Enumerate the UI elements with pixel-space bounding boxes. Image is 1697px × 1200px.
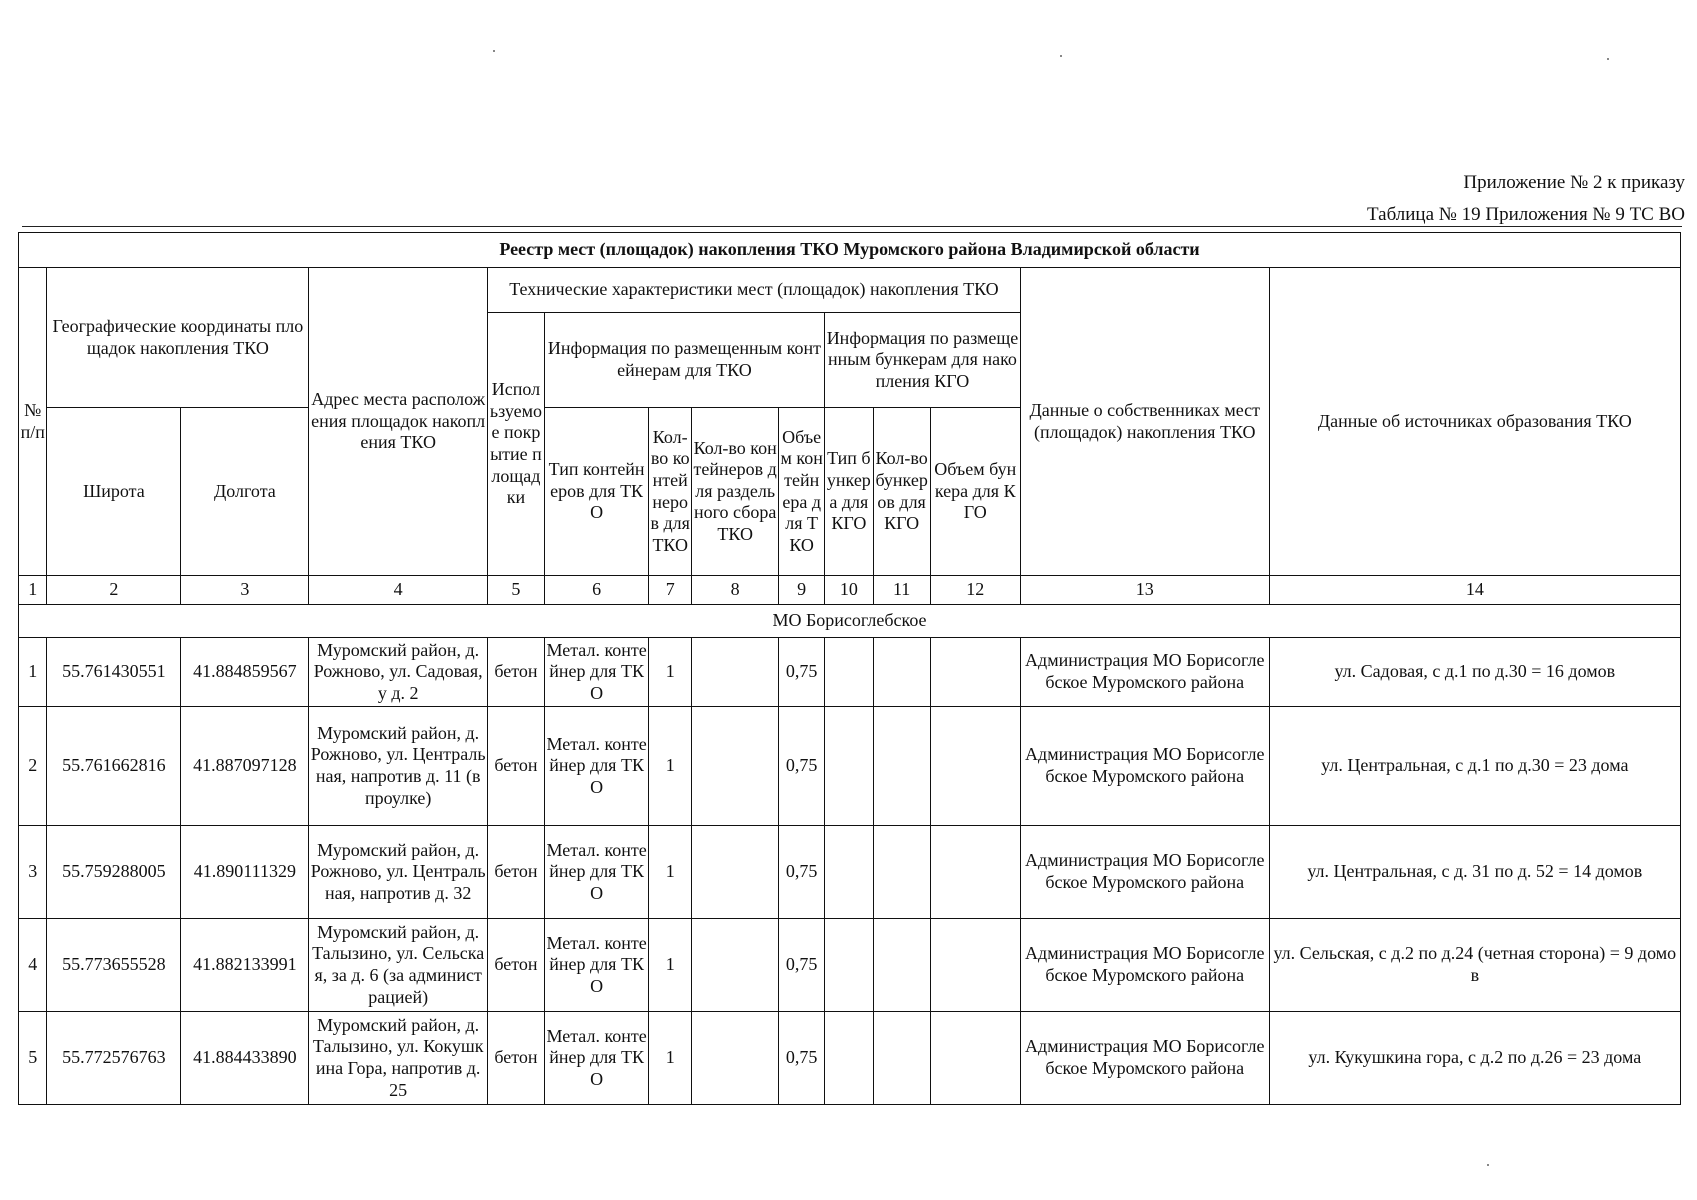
cell-surface: бетон	[488, 919, 545, 1012]
cell-num: 2	[19, 707, 47, 826]
cell-container-vol: 0,75	[779, 707, 825, 826]
cell-sep-count	[692, 919, 779, 1012]
cell-bunker-count	[873, 919, 930, 1012]
appendix-line: Приложение № 2 к приказу	[1463, 172, 1685, 193]
col-header-sep-count: Кол-во контейнеров для раздельного сбора ТКО	[692, 408, 779, 576]
cell-surface: бетон	[488, 707, 545, 826]
cell-lat: 55.759288005	[47, 826, 181, 919]
cell-lat: 55.772576763	[47, 1012, 181, 1105]
cell-container-vol: 0,75	[779, 638, 825, 707]
col-number: 4	[309, 576, 488, 605]
cell-lat: 55.773655528	[47, 919, 181, 1012]
cell-owner: Администрация МО Борисоглебское Муромского района	[1020, 638, 1269, 707]
col-number: 10	[825, 576, 874, 605]
cell-bunker-count	[873, 1012, 930, 1105]
col-header-lat: Широта	[47, 408, 181, 576]
table-row	[19, 638, 1681, 707]
cell-bunker-vol	[930, 826, 1020, 919]
cell-address: Муромский район, д. Рожново, ул. Садовая, у д. 2	[309, 638, 488, 707]
cell-container-count: 1	[649, 1012, 692, 1105]
cell-bunker-count	[873, 826, 930, 919]
cell-num: 1	[19, 638, 47, 707]
cell-container-type: Метал. контейнер для ТКО	[544, 707, 649, 826]
cell-owner: Администрация МО Борисоглебское Муромского района	[1020, 1012, 1269, 1105]
col-number: 5	[488, 576, 545, 605]
table-row	[19, 1012, 1681, 1105]
col-header-container-type: Тип контейнеров для ТКО	[544, 408, 649, 576]
cell-surface: бетон	[488, 638, 545, 707]
scan-speck	[1487, 1164, 1489, 1166]
cell-address: Муромский район, д. Рожново, ул. Центральная, напротив д. 32	[309, 826, 488, 919]
cell-address: Муромский район, д. Талызино, ул. Кокушкина Гора, напротив д. 25	[309, 1012, 488, 1105]
col-header-surface: Используемое покрытие площадки	[488, 313, 545, 576]
cell-lat: 55.761662816	[47, 707, 181, 826]
cell-bunker-vol	[930, 707, 1020, 826]
col-header-num: № п/п	[19, 268, 47, 576]
section-title: МО Борисоглебское	[19, 605, 1681, 638]
column-number-row	[19, 576, 1681, 605]
col-number: 6	[544, 576, 649, 605]
cell-lon: 41.884859567	[181, 638, 309, 707]
cell-sep-count	[692, 707, 779, 826]
scan-speck	[1607, 58, 1609, 60]
table-row	[19, 826, 1681, 919]
cell-owner: Администрация МО Борисоглебское Муромского района	[1020, 707, 1269, 826]
col-header-geo: Географические координаты площадок накопления ТКО	[47, 268, 309, 408]
table-row	[19, 707, 1681, 826]
cell-container-count: 1	[649, 826, 692, 919]
registry-table	[18, 232, 1681, 1105]
cell-container-vol: 0,75	[779, 826, 825, 919]
cell-address: Муромский район, д. Талызино, ул. Сельская, за д. 6 (за администрацией)	[309, 919, 488, 1012]
cell-lat: 55.761430551	[47, 638, 181, 707]
cell-container-vol: 0,75	[779, 1012, 825, 1105]
scan-speck	[1060, 55, 1062, 57]
cell-source: ул. Кукушкина гора, с д.2 по д.26 = 23 дома	[1269, 1012, 1680, 1105]
cell-container-type: Метал. контейнер для ТКО	[544, 638, 649, 707]
cell-container-count: 1	[649, 638, 692, 707]
cell-container-type: Метал. контейнер для ТКО	[544, 826, 649, 919]
cell-bunker-type	[825, 826, 874, 919]
cell-bunker-type	[825, 1012, 874, 1105]
cell-bunker-vol	[930, 919, 1020, 1012]
cell-container-count: 1	[649, 707, 692, 826]
scan-speck	[493, 50, 495, 52]
cell-owner: Администрация МО Борисоглебское Муромского района	[1020, 826, 1269, 919]
table-row	[19, 919, 1681, 1012]
cell-source: ул. Центральная, с д. 31 по д. 52 = 14 домов	[1269, 826, 1680, 919]
col-number: 1	[19, 576, 47, 605]
cell-bunker-type	[825, 638, 874, 707]
cell-surface: бетон	[488, 826, 545, 919]
col-header-owners: Данные о собственниках мест (площадок) накопления ТКО	[1020, 268, 1269, 576]
cell-container-count: 1	[649, 919, 692, 1012]
col-number: 2	[47, 576, 181, 605]
cell-lon: 41.882133991	[181, 919, 309, 1012]
col-header-bunker-count: Кол-во бункеров для КГО	[873, 408, 930, 576]
col-header-container-vol: Объем контейнера для ТКО	[779, 408, 825, 576]
header-divider	[22, 226, 1682, 227]
cell-source: ул. Центральная, с д.1 по д.30 = 23 дома	[1269, 707, 1680, 826]
cell-lon: 41.890111329	[181, 826, 309, 919]
cell-num: 3	[19, 826, 47, 919]
cell-container-type: Метал. контейнер для ТКО	[544, 1012, 649, 1105]
col-header-sources: Данные об источниках образования ТКО	[1269, 268, 1680, 576]
col-header-bunker-vol: Объем бункера для КГО	[930, 408, 1020, 576]
col-header-address: Адрес места расположения площадок накопления ТКО	[309, 268, 488, 576]
cell-bunker-vol	[930, 1012, 1020, 1105]
cell-lon: 41.887097128	[181, 707, 309, 826]
cell-bunker-count	[873, 638, 930, 707]
cell-bunker-vol	[930, 638, 1020, 707]
col-header-bunkers: Информация по размещенным бункерам для накопления КГО	[825, 313, 1021, 408]
col-number: 7	[649, 576, 692, 605]
col-number: 11	[873, 576, 930, 605]
cell-sep-count	[692, 1012, 779, 1105]
col-header-container-count: Кол-во контейнеров для ТКО	[649, 408, 692, 576]
table-reference-line: Таблица № 19 Приложения № 9 ТС ВО	[1367, 204, 1685, 225]
cell-bunker-count	[873, 707, 930, 826]
col-header-bunker-type: Тип бункера для КГО	[825, 408, 874, 576]
cell-lon: 41.884433890	[181, 1012, 309, 1105]
cell-address: Муромский район, д. Рожново, ул. Центральная, напротив д. 11 (в проулке)	[309, 707, 488, 826]
cell-source: ул. Садовая, с д.1 по д.30 = 16 домов	[1269, 638, 1680, 707]
col-header-tech: Технические характеристики мест (площадок) накопления ТКО	[488, 268, 1021, 313]
col-header-containers: Информация по размещенным контейнерам для ТКО	[544, 313, 824, 408]
cell-surface: бетон	[488, 1012, 545, 1105]
cell-num: 4	[19, 919, 47, 1012]
cell-owner: Администрация МО Борисоглебское Муромского района	[1020, 919, 1269, 1012]
table-title: Реестр мест (площадок) накопления ТКО Муромского района Владимирской области	[19, 233, 1681, 268]
cell-num: 5	[19, 1012, 47, 1105]
col-number: 3	[181, 576, 309, 605]
cell-source: ул. Сельская, с д.2 по д.24 (четная сторона) = 9 домов	[1269, 919, 1680, 1012]
cell-container-vol: 0,75	[779, 919, 825, 1012]
cell-bunker-type	[825, 707, 874, 826]
cell-sep-count	[692, 638, 779, 707]
col-number: 8	[692, 576, 779, 605]
col-header-lon: Долгота	[181, 408, 309, 576]
cell-container-type: Метал. контейнер для ТКО	[544, 919, 649, 1012]
col-number: 12	[930, 576, 1020, 605]
col-number: 9	[779, 576, 825, 605]
cell-bunker-type	[825, 919, 874, 1012]
cell-sep-count	[692, 826, 779, 919]
col-number: 13	[1020, 576, 1269, 605]
col-number: 14	[1269, 576, 1680, 605]
